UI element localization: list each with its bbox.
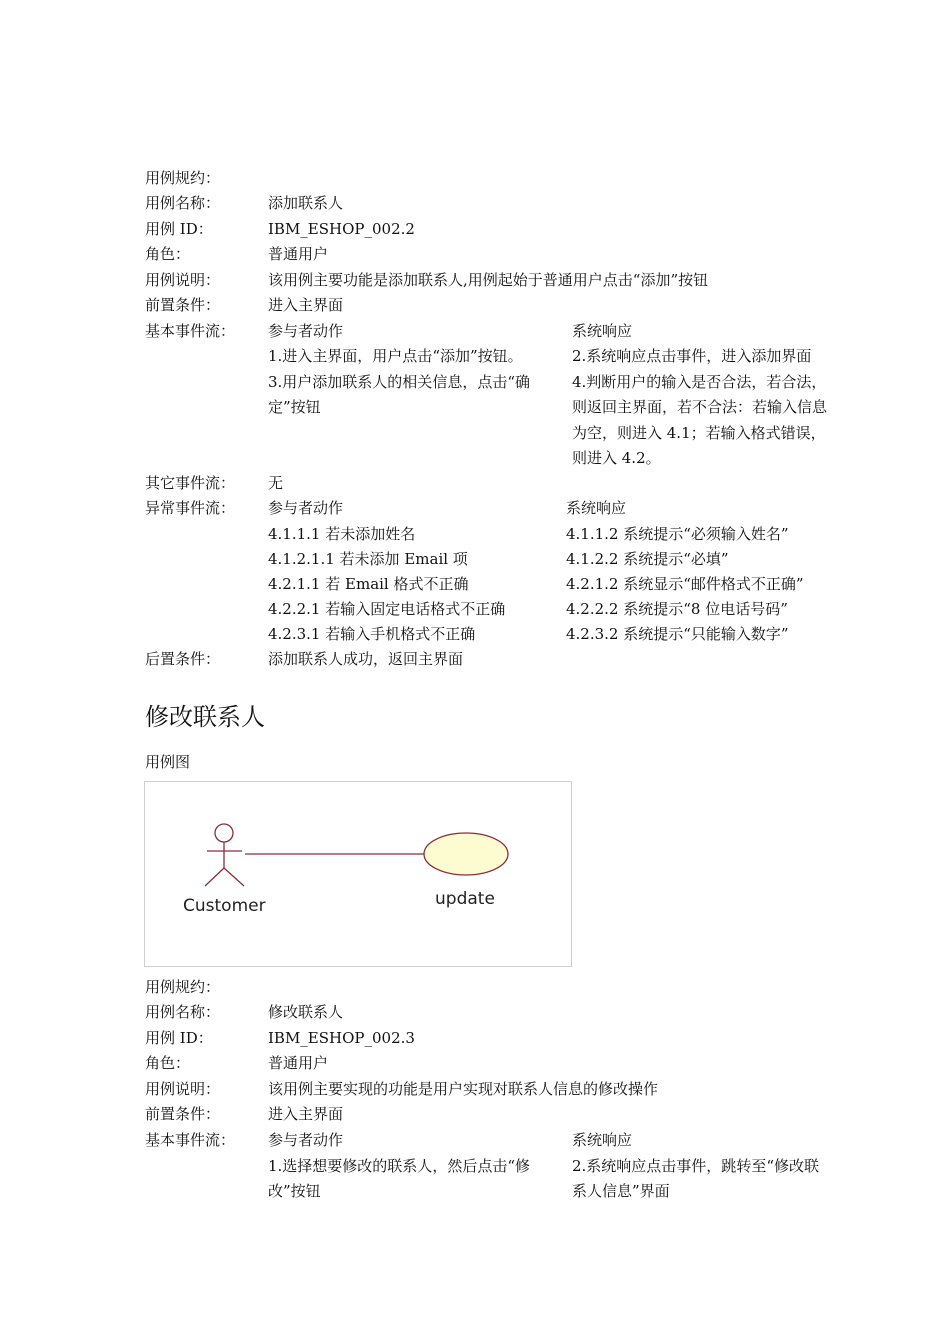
- spec1-system-header: 系统响应: [572, 322, 633, 340]
- spec1-basic-system-2b: 则返回主界面，若不合法：若输入信息: [572, 398, 828, 416]
- spec2-pre: 进入主界面: [268, 1105, 344, 1123]
- use-case-diagram-svg: [145, 782, 571, 966]
- spec1-name-label: 用例名称：: [145, 194, 221, 212]
- usecase-name: update: [435, 889, 495, 909]
- actor-name: Customer: [183, 896, 266, 916]
- spec1-role: 普通用户: [268, 245, 329, 263]
- spec2-actor-header: 参与者动作: [268, 1131, 344, 1149]
- spec2-name-label: 用例名称：: [145, 1003, 221, 1021]
- spec1-exc-label: 异常事件流：: [145, 499, 236, 517]
- spec1-desc: 该用例主要功能是添加联系人,用例起始于普通用户点击“添加”按钮: [268, 271, 709, 289]
- spec2-role-label: 角色：: [145, 1054, 191, 1072]
- spec1-heading: 用例规约：: [145, 169, 221, 187]
- spec2-basic-actor-1b: 改”按钮: [268, 1182, 321, 1200]
- spec2-heading: 用例规约：: [145, 978, 221, 996]
- spec1-pre: 进入主界面: [268, 296, 344, 314]
- spec1-post-label: 后置条件：: [145, 650, 221, 668]
- spec1-basic-actor-2a: 3.用户添加联系人的相关信息，点击“确: [268, 373, 530, 391]
- actor-stick-figure: [205, 824, 244, 886]
- diagram-caption: 用例图: [145, 753, 191, 771]
- spec2-basic-label: 基本事件流：: [145, 1131, 236, 1149]
- spec2-id-label: 用例 ID：: [145, 1029, 213, 1047]
- spec1-basic-label: 基本事件流：: [145, 322, 236, 340]
- exception-system: 4.2.3.2 系统提示“只能输入数字”: [566, 625, 789, 643]
- spec2-desc-label: 用例说明：: [145, 1080, 221, 1098]
- exception-system: 4.2.1.2 系统显示“邮件格式不正确”: [566, 575, 804, 593]
- use-case-ellipse: [424, 833, 508, 875]
- spec2-system-header: 系统响应: [572, 1131, 633, 1149]
- exception-actor: 4.2.3.1 若输入手机格式不正确: [268, 625, 476, 643]
- section-title: 修改联系人: [145, 703, 265, 731]
- spec2-basic-system-1b: 系人信息”界面: [572, 1182, 670, 1200]
- spec1-basic-system-2a: 4.判断用户的输入是否合法，若合法，: [572, 373, 827, 391]
- spec2-pre-label: 前置条件：: [145, 1105, 221, 1123]
- spec1-desc-label: 用例说明：: [145, 271, 221, 289]
- spec1-post: 添加联系人成功，返回主界面: [268, 650, 464, 668]
- spec1-id-label: 用例 ID：: [145, 220, 213, 238]
- spec2-basic-actor-1a: 1.选择想要修改的联系人，然后点击“修: [268, 1157, 530, 1175]
- exception-actor: 4.1.2.1.1 若未添加 Email 项: [268, 550, 468, 568]
- exception-actor: 4.2.2.1 若输入固定电话格式不正确: [268, 600, 506, 618]
- exception-system: 4.1.1.2 系统提示“必须输入姓名”: [566, 525, 789, 543]
- spec1-pre-label: 前置条件：: [145, 296, 221, 314]
- spec2-name: 修改联系人: [268, 1003, 344, 1021]
- spec2-basic-system-1a: 2.系统响应点击事件，跳转至“修改联: [572, 1157, 819, 1175]
- spec1-exc-system-header: 系统响应: [566, 499, 627, 517]
- exception-system: 4.2.2.2 系统提示“8 位电话号码”: [566, 600, 788, 618]
- spec2-role: 普通用户: [268, 1054, 329, 1072]
- spec1-basic-actor-1: 1.进入主界面，用户点击“添加”按钮。: [268, 347, 523, 365]
- spec2-id: IBM_ESHOP_002.3: [268, 1029, 415, 1047]
- spec1-basic-system-2d: 则进入 4.2。: [572, 449, 661, 467]
- spec1-basic-system-1: 2.系统响应点击事件，进入添加界面: [572, 347, 812, 365]
- spec1-id: IBM_ESHOP_002.2: [268, 220, 415, 238]
- spec1-basic-actor-2b: 定”按钮: [268, 398, 321, 416]
- use-case-diagram: [144, 781, 572, 967]
- spec1-name: 添加联系人: [268, 194, 344, 212]
- exception-actor: 4.1.1.1 若未添加姓名: [268, 525, 416, 543]
- spec1-actor-header: 参与者动作: [268, 322, 344, 340]
- exception-actor: 4.2.1.1 若 Email 格式不正确: [268, 575, 469, 593]
- spec1-other: 无: [268, 474, 284, 492]
- spec1-other-label: 其它事件流：: [145, 474, 236, 492]
- exception-system: 4.1.2.2 系统提示“必填”: [566, 550, 729, 568]
- spec2-desc: 该用例主要实现的功能是用户实现对联系人信息的修改操作: [268, 1080, 659, 1098]
- spec1-basic-system-2c: 为空，则进入 4.1；若输入格式错误，: [572, 424, 826, 442]
- spec1-role-label: 角色：: [145, 245, 191, 263]
- spec1-exc-actor-header: 参与者动作: [268, 499, 344, 517]
